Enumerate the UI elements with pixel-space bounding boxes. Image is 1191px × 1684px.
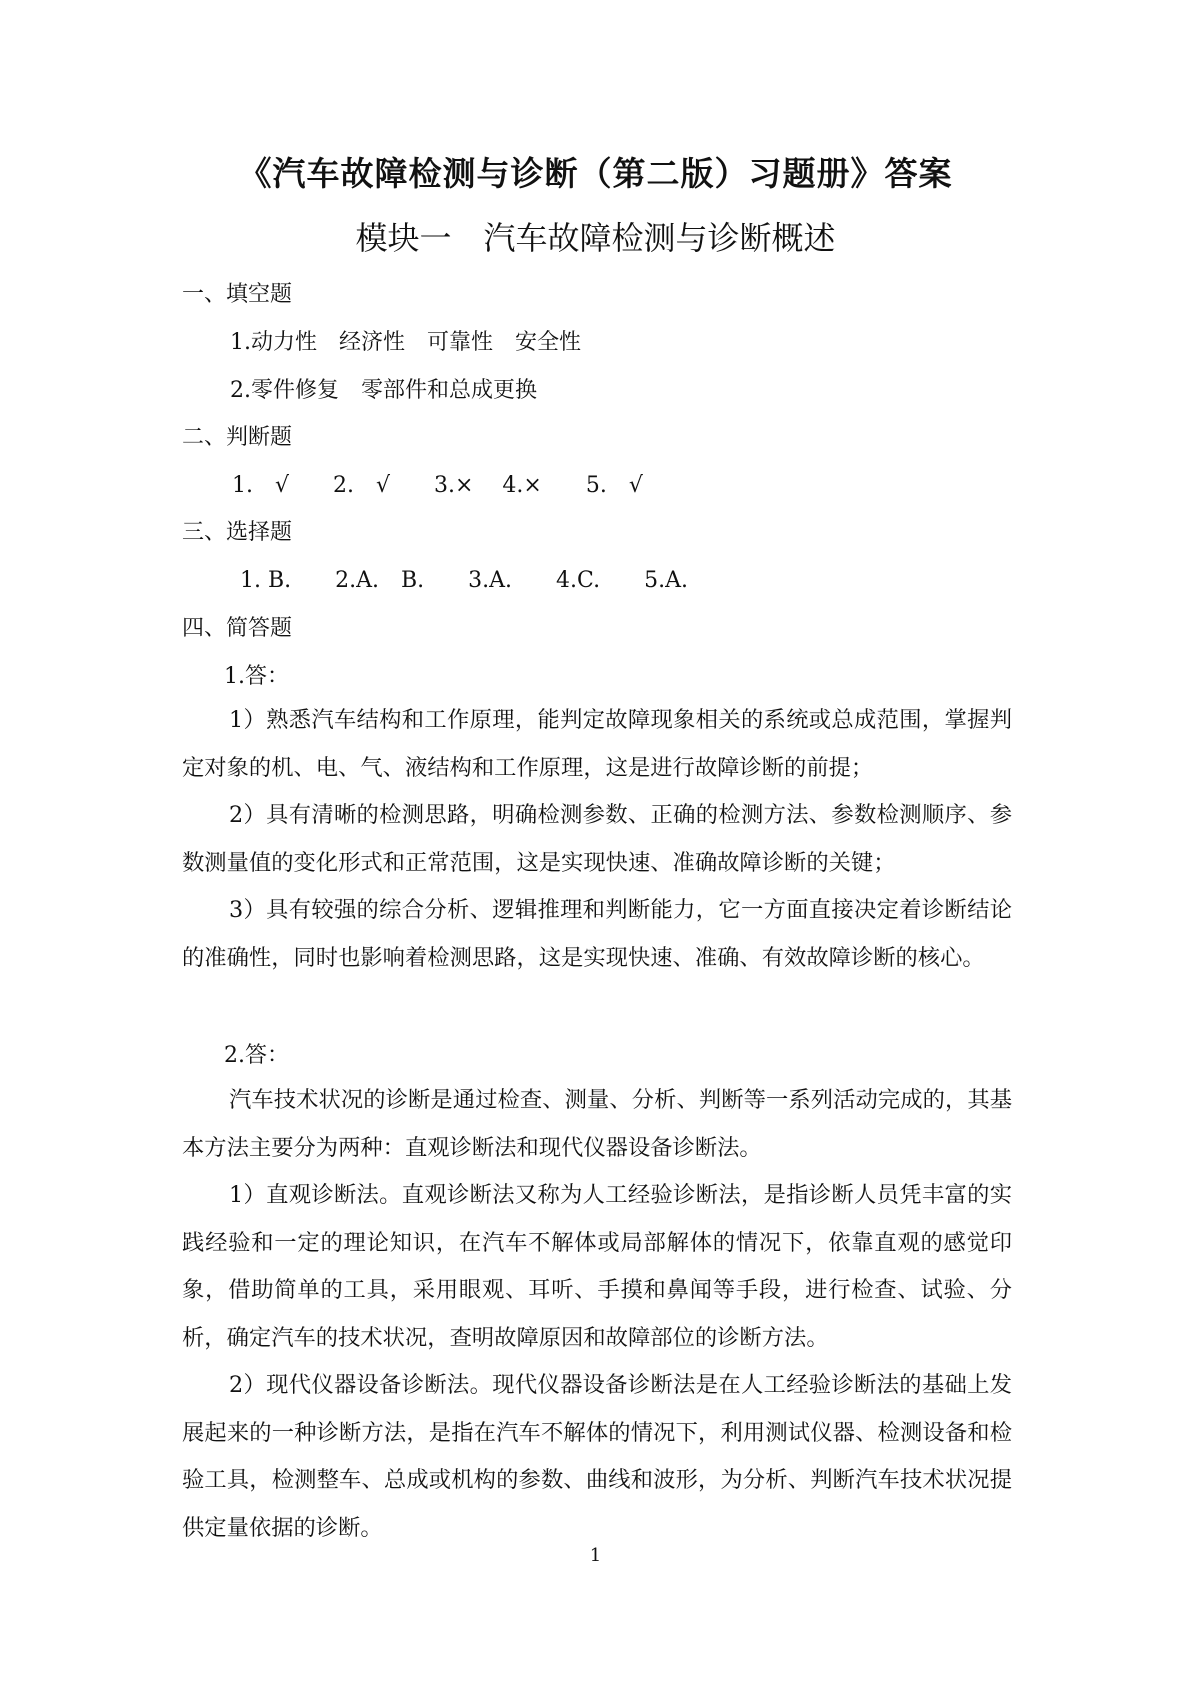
- answer-paragraph: 1）熟悉汽车结构和工作原理，能判定故障现象相关的系统或总成范围，掌握判定对象的机、电、气、液结构和工作原理，这是进行故障诊断的前提；: [182, 707, 1012, 781]
- document-title: 《汽车故障检测与诊断（第二版）习题册》答案: [238, 154, 953, 193]
- page-number: 1: [589, 1545, 602, 1566]
- module-title: 模块一 汽车故障检测与诊断概述: [355, 219, 836, 257]
- answer-paragraph: 2）具有清晰的检测思路，明确检测参数、正确的检测方法、参数检测顺序、参数测量值的变化形式和正常范围，这是实现快速、准确故障诊断的关键；: [182, 802, 1012, 876]
- section-heading-fill-blank: 一、填空题: [182, 282, 293, 307]
- answer-line: 1. B. 2.A. B. 3.A. 4.C. 5.A.: [240, 568, 688, 593]
- answer-paragraph: 2）现代仪器设备诊断法。现代仪器设备诊断法是在人工经验诊断法的基础上发展起来的一种诊断方法，是指在汽车不解体的情况下，利用测试仪器、检测设备和检验工具，检测整车、总成或机构的参数、曲线和波形，为分析、判断汽车技术状况提供定量依据的诊断。: [182, 1372, 1012, 1541]
- answer-paragraph: 汽车技术状况的诊断是通过检查、测量、分析、判断等一系列活动完成的，其基本方法主要分为两种：直观诊断法和现代仪器设备诊断法。: [182, 1087, 1012, 1161]
- question-label: 1.答：: [224, 664, 289, 689]
- answer-line: 1.动力性 经济性 可靠性 安全性: [230, 330, 581, 355]
- answer-paragraph: 3）具有较强的综合分析、逻辑推理和判断能力，它一方面直接决定着诊断结论的准确性，同时也影响着检测思路，这是实现快速、准确、有效故障诊断的核心。: [182, 897, 1012, 971]
- question-label: 2.答：: [224, 1043, 289, 1068]
- answer-line: 2.零件修复 零部件和总成更换: [230, 378, 537, 403]
- section-heading-short-answer: 四、简答题: [182, 616, 293, 641]
- answer-paragraph: 1）直观诊断法。直观诊断法又称为人工经验诊断法，是指诊断人员凭丰富的实践经验和一定的理论知识，在汽车不解体或局部解体的情况下，依靠直观的感觉印象，借助简单的工具，采用眼观、耳听、手摸和鼻闻等手段，进行检查、试验、分析，确定汽车的技术状况，查明故障原因和故障部位的诊断方法。: [182, 1182, 1012, 1351]
- section-heading-true-false: 二、判断题: [182, 425, 293, 450]
- answer-line: 1. √ 2. √ 3.× 4.× 5. √: [232, 473, 643, 498]
- section-heading-multiple-choice: 三、选择题: [182, 520, 293, 545]
